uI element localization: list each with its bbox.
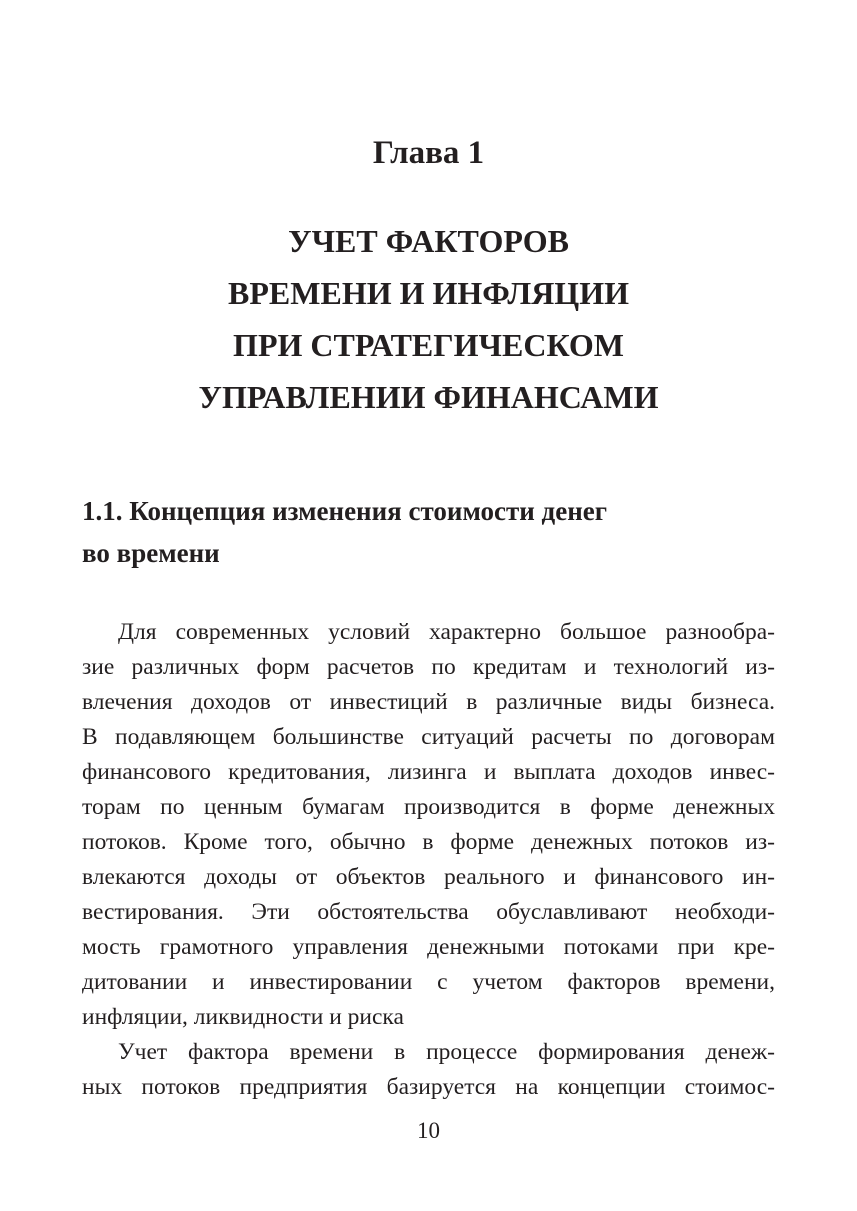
page-number: 10 <box>417 1118 440 1143</box>
text-line: зие различных форм расчетов по кредитам и технологий из- <box>82 654 775 680</box>
text-line: финансового кредитования, лизинга и выплата доходов инвес- <box>82 759 775 785</box>
text-line: инфляции, ликвидности и риска <box>82 1004 404 1030</box>
chapter-title-line: ВРЕМЕНИ И ИНФЛЯЦИИ <box>228 275 629 311</box>
text-line: ных потоков предприятия базируется на концепции стоимос- <box>82 1074 775 1100</box>
text-line: мость грамотного управления денежными потоками при кре- <box>82 934 775 960</box>
text-line: Для современных условий характерно большое разнообра- <box>118 619 775 645</box>
chapter-title-line: УЧЕТ ФАКТОРОВ <box>288 223 569 259</box>
text-line: дитовании и инвестировании с учетом факторов времени, <box>82 969 775 995</box>
text-line: вестирования. Эти обстоятельства обуславливают необходи- <box>82 899 775 925</box>
paragraph <box>82 615 775 1035</box>
text-line: Учет фактора времени в процессе формирования денеж- <box>118 1039 775 1065</box>
text-line: торам по ценным бумагам производится в форме денежных <box>82 794 775 820</box>
text-line: В подавляющем большинстве ситуаций расчеты по договорам <box>82 724 775 750</box>
text-line: влечения доходов от инвестиций в различные виды бизнеса. <box>82 689 775 715</box>
chapter-title-line: ПРИ СТРАТЕГИЧЕСКОМ <box>233 327 624 363</box>
text-line: влекаются доходы от объектов реального и финансового ин- <box>82 864 775 890</box>
text-line: потоков. Кроме того, обычно в форме денежных потоков из- <box>82 829 775 855</box>
chapter-label: Глава 1 <box>372 135 485 171</box>
body-text <box>82 615 775 1105</box>
chapter-title-line: УПРАВЛЕНИИ ФИНАНСАМИ <box>198 379 659 415</box>
chapter-title <box>0 215 857 423</box>
section-heading <box>82 490 782 574</box>
paragraph <box>82 1035 775 1105</box>
section-heading-line: во времени <box>82 538 220 568</box>
section-heading-line: 1.1. Концепция изменения стоимости денег <box>82 496 607 526</box>
